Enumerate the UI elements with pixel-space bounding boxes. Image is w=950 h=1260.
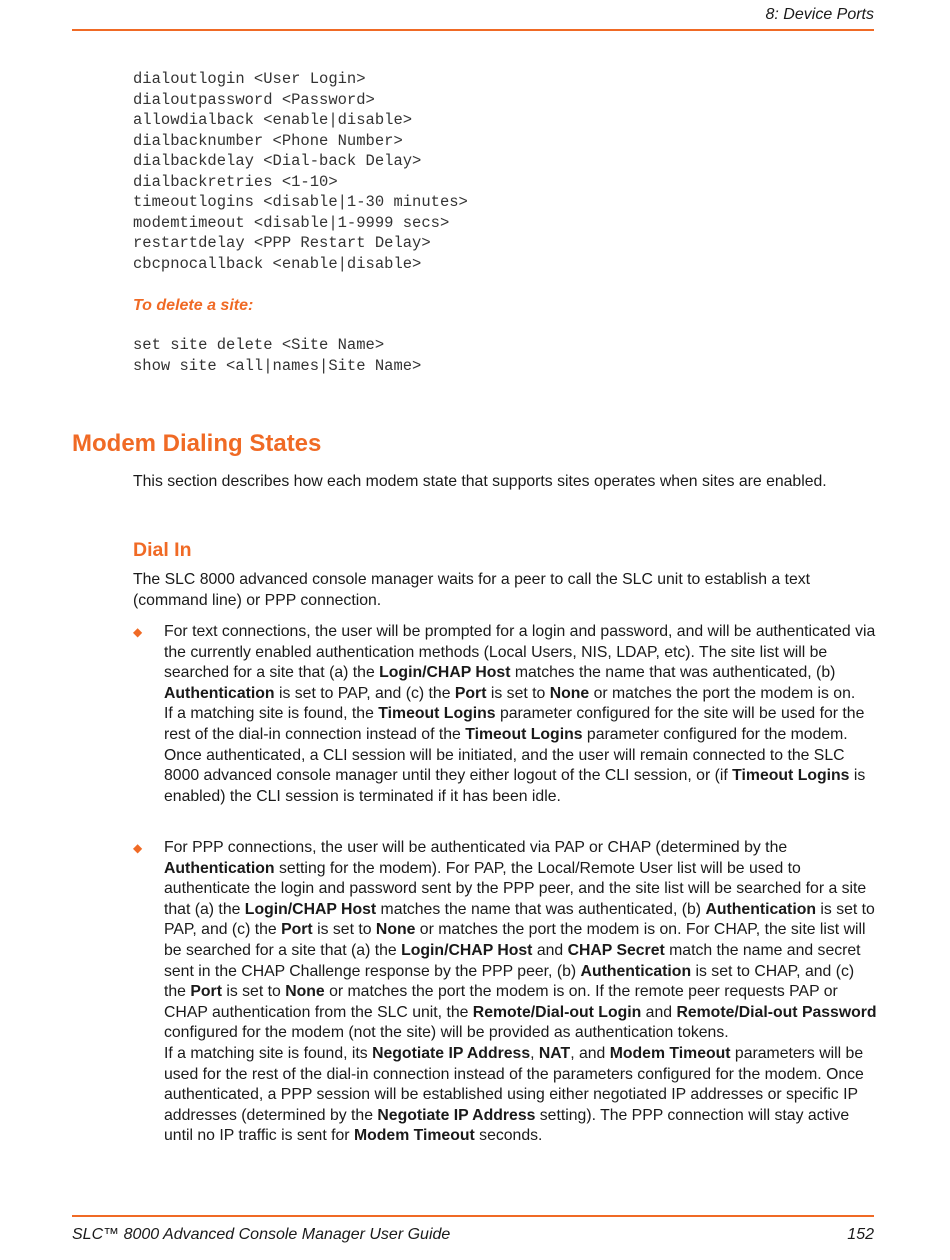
footer-doc-title: SLC™ 8000 Advanced Console Manager User Guide	[72, 1226, 451, 1243]
bold-term: Timeout Logins	[465, 725, 583, 743]
text-run: setting for the modem). For PAP, the Local/Remote User list will be used to authenticate the login and password sent by the PPP peer, and the site list will be searched for a site that (a) the	[164, 859, 867, 918]
code-line: dialbackdelay <Dial-back Delay>	[133, 152, 422, 170]
text-run: and	[641, 1003, 677, 1021]
bold-term: CHAP Secret	[567, 941, 665, 959]
text-run: or matches the port the modem is on. For CHAP, the site list will be searched for a site that (a) the	[164, 921, 866, 959]
text-run: is set to	[486, 684, 550, 702]
bold-term: Authentication	[580, 962, 692, 980]
bold-term: Modem Timeout	[353, 1127, 475, 1145]
code-line: set site delete <Site Name>	[133, 336, 385, 354]
text-run: matches the name that was authenticated, (b)	[510, 664, 836, 682]
text-run: ,	[530, 1044, 539, 1062]
footer-rule	[72, 1215, 874, 1217]
section-title: Modem Dialing States	[72, 430, 322, 457]
diamond-bullet-icon: ◆	[133, 625, 143, 639]
bold-term: None	[285, 983, 325, 1001]
text-run: , and	[570, 1044, 610, 1062]
text-run: is set to PAP, and (c) the	[164, 900, 875, 939]
bullet-paragraph	[164, 1044, 878, 1147]
text-run: is set to PAP, and (c) the	[274, 684, 455, 702]
chapter-header: 8: Device Ports	[765, 6, 874, 23]
text-run: matches the name that was authenticated, (b)	[376, 900, 706, 918]
text-run: or matches the port the modem is on. If the remote peer requests PAP or CHAP authentication from the SLC unit, the	[164, 983, 838, 1021]
bullet-paragraph	[164, 704, 878, 807]
text-run: parameter configured for the modem. Once authenticated, a CLI session will be initiated, and the user will remain connected to the SLC 8000 advanced console manager until they either logout of the CLI session, or (if	[164, 725, 848, 785]
code-line: dialoutlogin <User Login>	[133, 70, 366, 88]
bold-term: Port	[281, 921, 313, 939]
bold-term: Port	[190, 983, 222, 1001]
code-line: restartdelay <PPP Restart Delay>	[133, 234, 431, 252]
text-run: or matches the port the modem is on.	[589, 684, 856, 702]
bold-term: Login/CHAP Host	[401, 941, 533, 959]
code-line: dialoutpassword <Password>	[133, 90, 375, 109]
bold-term: Timeout Logins	[732, 767, 850, 785]
code-block-delete	[133, 335, 421, 376]
bold-term: Negotiate IP Address	[372, 1044, 531, 1062]
bold-term: Login/CHAP Host	[379, 664, 511, 682]
bold-term: None	[549, 684, 590, 702]
text-run: and	[532, 941, 568, 959]
text-run: For text connections, the user will be prompted for a login and password, and will be authenticated via the currently enabled authentication methods (Local Users, NIS, LDAP, etc). The site list will be searched for a site that (a) the	[164, 623, 876, 682]
bullet-body	[164, 838, 878, 1147]
code-block-commands	[133, 69, 468, 274]
text-run: is set to	[221, 983, 286, 1001]
text-run: parameters will be used for the rest of the dial-in connection instead of the parameters configured for the modem. Once authenticated, a PPP session will be established using either negotiated IP addresses or specific IP addresses (determined by the	[164, 1044, 864, 1124]
text-run: If a matching site is found, the	[164, 705, 379, 723]
text-run: is set to	[312, 921, 376, 939]
bold-term: Negotiate IP Address	[377, 1106, 536, 1124]
bold-term: Remote/Dial-out Login	[472, 1003, 642, 1021]
bold-term: Authentication	[164, 859, 275, 877]
text-run: If a matching site is found, its	[164, 1044, 373, 1062]
bold-term: Modem Timeout	[609, 1044, 731, 1062]
bold-term: None	[375, 921, 416, 939]
code-line: timeoutlogins <disable|1-30 minutes>	[133, 193, 468, 211]
text-run: match the name and secret sent in the CHAP Challenge response by the PPP peer, (b)	[164, 941, 861, 980]
code-line: cbcpnocallback <enable|disable>	[133, 254, 422, 273]
text-run: is set to CHAP, and (c) the	[164, 962, 855, 1001]
bullet-body	[164, 622, 878, 807]
text-run: configured for the modem (not the site) will be provided as authentication tokens.	[164, 1024, 729, 1042]
text-run: setting). The PPP connection will stay active until no IP traffic is sent for	[164, 1106, 850, 1145]
subsection-title: Dial In	[133, 539, 192, 561]
code-line: dialbackretries <1-10>	[133, 172, 338, 191]
bold-term: Remote/Dial-out Password	[676, 1003, 877, 1021]
bold-term: Authentication	[705, 900, 817, 918]
bullet-paragraph	[164, 622, 878, 704]
code-line: dialbacknumber <Phone Number>	[133, 131, 403, 150]
bullet-text-connections	[133, 622, 878, 807]
bold-term: NAT	[538, 1044, 571, 1062]
text-run: For PPP connections, the user will be authenticated via PAP or CHAP (determined by the	[164, 839, 788, 856]
text-run: seconds.	[474, 1127, 543, 1145]
header-rule	[72, 29, 874, 31]
code-line: modemtimeout <disable|1-9999 secs>	[133, 213, 450, 232]
section-intro: This section describes how each modem state that supports sites operates when sites are enabled.	[133, 473, 827, 490]
code-line: show site <all|names|Site Name>	[133, 356, 422, 375]
bold-term: Authentication	[164, 684, 275, 702]
bullet-paragraph	[164, 838, 878, 1044]
page-number: 152	[847, 1226, 874, 1243]
bold-term: Port	[454, 684, 487, 702]
subsection-intro: The SLC 8000 advanced console manager waits for a peer to call the SLC unit to establish a text (command line) or PPP connection.	[133, 571, 811, 609]
bold-term: Login/CHAP Host	[244, 900, 377, 918]
text-run: parameter configured for the site will be used for the rest of the dial-in connection instead of the	[164, 705, 865, 743]
code-line: allowdialback <enable|disable>	[133, 111, 413, 129]
text-run: is enabled) the CLI session is terminated if it has been idle.	[164, 767, 866, 805]
bullet-ppp-connections	[133, 838, 878, 1147]
bold-term: Timeout Logins	[378, 705, 496, 723]
procedure-heading: To delete a site:	[133, 297, 254, 314]
diamond-bullet-icon: ◆	[133, 841, 143, 855]
